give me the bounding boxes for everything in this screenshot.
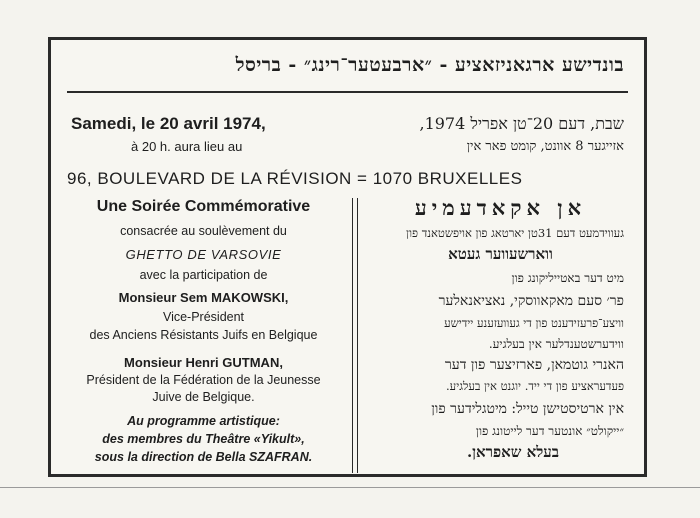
yi-line8: פעדעראציע פון די ייד. יוגנט אין בעלגיע. bbox=[446, 379, 624, 393]
event-card bbox=[48, 37, 647, 477]
fr-line2: GHETTO DE VARSOVIE bbox=[125, 247, 282, 262]
yi-line9: אין ארטיסטישן טייל: מיטגלידער פון bbox=[431, 401, 624, 417]
yi-line11: בעלא שאפראן. bbox=[466, 443, 559, 461]
fr-line3: avec la participation de bbox=[139, 268, 268, 282]
yi-line6: ווידערשטענדלער אין בעלגיע. bbox=[488, 337, 624, 351]
yi-line3: מיט דער באטייליקונג פון bbox=[511, 271, 624, 285]
header-title: בונדישע ארגאניזאציע - ״ארבעטער־רינג״ - בריסל bbox=[235, 54, 624, 76]
yi-line5: וויצע־פרעזידענט פון די געוועזענע יידישע bbox=[444, 316, 624, 330]
date-yi-line1: שבת, דעם 20־טן אפריל 1974, bbox=[419, 114, 624, 133]
fr-speaker1-role1: Vice-Président bbox=[162, 310, 245, 324]
address: 96, BOULEVARD DE LA RÉVISION = 1070 BRUXELLES bbox=[67, 169, 523, 188]
fr-programme3: sous la direction de Bella SZAFRAN. bbox=[94, 450, 313, 464]
yi-line1: געווידמעט דעם 31טן יארטאג פון אויפשטאנד פון bbox=[406, 226, 624, 240]
yi-line10: ״ייקולט״ אונטער דער לייטונג פון bbox=[475, 424, 624, 438]
date-fr-line2: à 20 h. aura lieu au bbox=[131, 139, 243, 154]
yi-line2: ווארשעווער געטא bbox=[448, 245, 553, 263]
yi-line4: פר׳ סעם מאקאווסקי, נאציאנאלער bbox=[438, 293, 624, 309]
date-yi-line2: אזייגער 8 אוונט, קומט פאר אין bbox=[466, 139, 624, 154]
fr-speaker2-role2: Juive de Belgique. bbox=[152, 390, 255, 404]
fr-programme2: des membres du Theâtre «Yikult», bbox=[102, 432, 305, 446]
header-rule bbox=[67, 91, 628, 93]
fr-speaker1-name: Monsieur Sem MAKOWSKI, bbox=[118, 290, 289, 305]
yi-line7: האנרי גוטמאן, פארזיצער פון דער bbox=[444, 357, 624, 373]
yi-title: אן אקאדעמיע bbox=[414, 195, 587, 220]
fr-speaker2-role1: Président de la Fédération de la Jeunesse bbox=[86, 373, 321, 387]
fr-programme1: Au programme artistique: bbox=[127, 414, 280, 428]
date-fr-line1: Samedi, le 20 avril 1974, bbox=[71, 114, 266, 133]
fr-title: Une Soirée Commémorative bbox=[96, 198, 311, 215]
fr-speaker1-role2: des Anciens Résistants Juifs en Belgique bbox=[89, 328, 318, 342]
fr-speaker2-name: Monsieur Henri GUTMAN, bbox=[124, 355, 283, 370]
page-edge-rule bbox=[0, 487, 700, 488]
fr-line1: consacrée au soulèvement du bbox=[120, 224, 287, 238]
